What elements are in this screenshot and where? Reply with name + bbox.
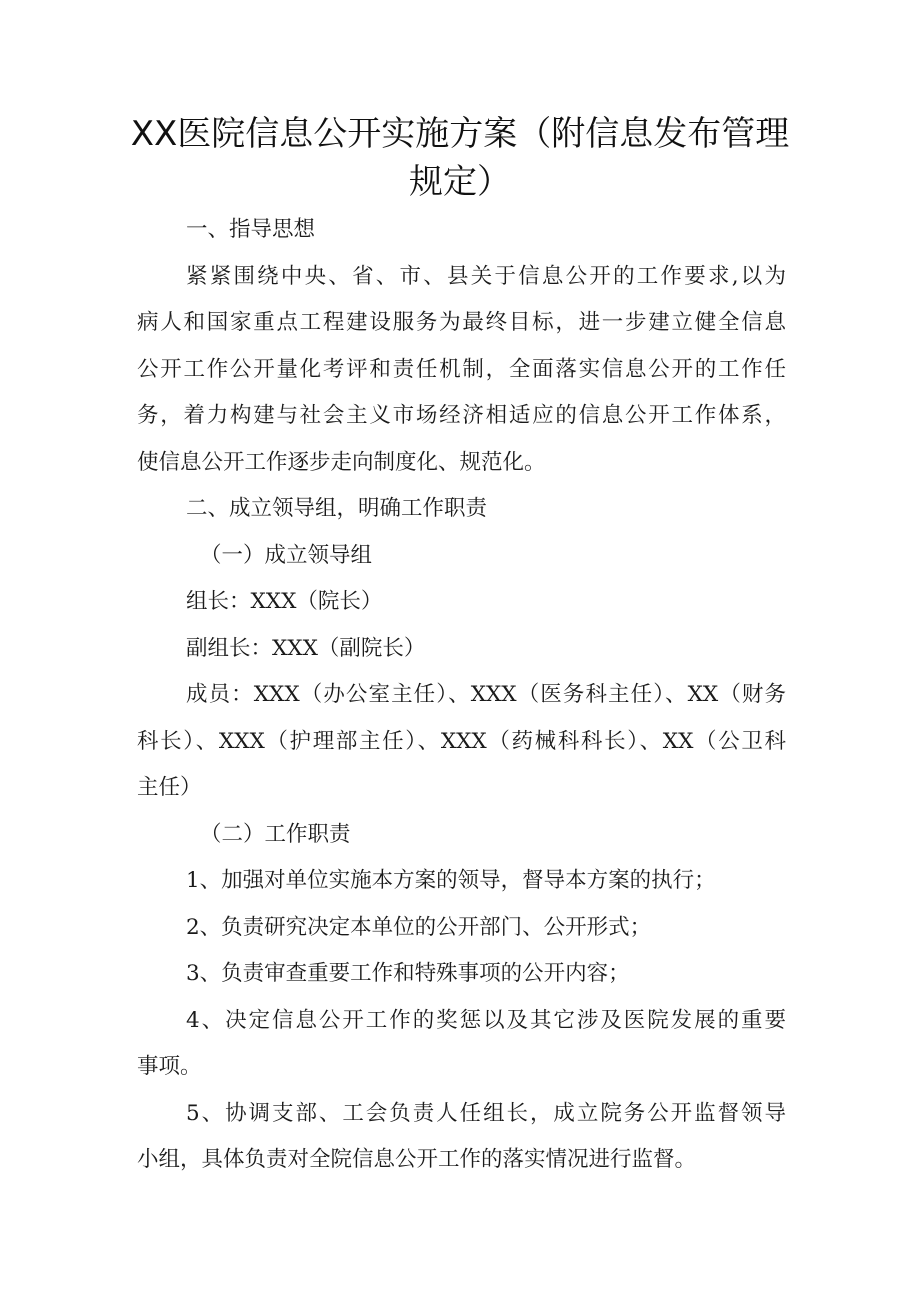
duty-item-continued: 事项。 xyxy=(137,1054,202,1079)
section-heading-leadership: 二、成立领导组，明确工作职责 xyxy=(186,496,488,521)
duty-item: 2、负责研究决定本单位的公开部门、公开形式； xyxy=(186,915,652,940)
members-line: 主任） xyxy=(137,775,202,800)
members-line: 成员：XXX（办公室主任）、XXX（医务科主任）、XX（财务 xyxy=(186,682,786,707)
paragraph-line: 务，着力构建与社会主义市场经济相适应的信息公开工作体系， xyxy=(137,403,786,428)
document-title-line-1: XX医院信息公开实施方案（附信息发布管理 xyxy=(130,114,790,154)
members-line: 科长）、XXX（护理部主任）、XXX（药械科科长）、XX（公卫科 xyxy=(137,729,786,754)
duty-item-continued: 小组，具体负责对全院信息公开工作的落实情况进行监督。 xyxy=(137,1147,697,1172)
paragraph-line: 公开工作公开量化考评和责任机制，全面落实信息公开的工作任 xyxy=(137,357,786,382)
paragraph-line: 病人和国家重点工程建设服务为最终目标，进一步建立健全信息 xyxy=(137,310,786,335)
deputy-leader-line: 副组长：XXX（副院长） xyxy=(186,636,426,661)
subsection-heading-leadership-group: （一）成立领导组 xyxy=(200,543,373,568)
paragraph-line: 紧紧围绕中央、省、市、县关于信息公开的工作要求,以为 xyxy=(186,264,786,289)
duty-item: 3、负责审查重要工作和特殊事项的公开内容； xyxy=(186,961,630,986)
duty-item: 1、加强对单位实施本方案的领导，督导本方案的执行； xyxy=(186,868,716,893)
subsection-heading-duties: （二）工作职责 xyxy=(200,822,351,847)
group-leader-line: 组长：XXX（院长） xyxy=(186,589,383,614)
section-heading-guiding-ideology: 一、指导思想 xyxy=(186,217,316,242)
paragraph-line: 使信息公开工作逐步走向制度化、规范化。 xyxy=(137,450,546,475)
document-title-line-2: 规定） xyxy=(409,162,511,202)
duty-item: 4、决定信息公开工作的奖惩以及其它涉及医院发展的重要 xyxy=(186,1008,786,1033)
duty-item: 5、协调支部、工会负责人任组长，成立院务公开监督领导 xyxy=(186,1101,786,1126)
